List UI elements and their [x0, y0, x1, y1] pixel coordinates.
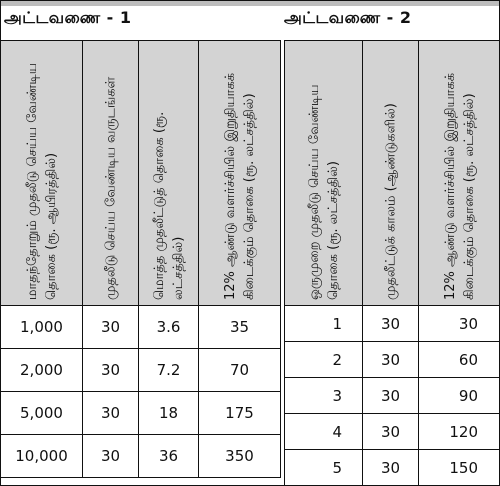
table2-header-text: 12% ஆண்டு வளர்ச்சியில் இறுதியாகக் கிடைக்கும் தொகை (ரூ. லட்சத்தில்): [442, 72, 477, 300]
table2-header-row: [285, 41, 500, 306]
table-cell: 7.2: [139, 349, 199, 392]
table-cell: 70: [199, 349, 281, 392]
table1-header-cell: [1, 41, 83, 306]
table-row: [285, 450, 500, 486]
table2-header-text: முதலீட்டுக் காலம் (ஆண்டுகளில்): [383, 103, 398, 300]
table1-title: அட்டவணை - 1: [4, 8, 132, 27]
table-cell: 60: [419, 342, 500, 378]
table1-header-row: [1, 41, 281, 306]
table-cell: 30: [363, 414, 419, 450]
table1-header-text: மொத்த முதலீட்டுத் தொகை (ரூ. லட்சத்தில்): [151, 111, 186, 300]
table-cell: 350: [199, 435, 281, 478]
table-cell: 150: [419, 450, 500, 486]
table2-header-cell: [363, 41, 419, 306]
table1-header-cell: [83, 41, 139, 306]
table1-header-cell: [139, 41, 199, 306]
table2-header-cell: [419, 41, 500, 306]
table-cell: 1,000: [1, 306, 83, 349]
table1-header-text: 12% ஆண்டு வளர்ச்சியில் இறுதியாகக் கிடைக்கும் தொகை (ரூ. லட்சத்தில்): [222, 72, 257, 300]
table2-title: அட்டவணை - 2: [284, 8, 412, 27]
table1-header-text: முதலீடு செய்ய வேண்டிய வருடங்கள்: [103, 76, 118, 300]
table-cell: 4: [285, 414, 363, 450]
table-cell: 18: [139, 392, 199, 435]
table1-header-text: மாதந்தோறும் முதலீடு செய்ய வேண்டிய தொகை (ரூ. ஆயிரத்தில்): [24, 63, 59, 300]
table-row: [285, 306, 500, 342]
table-cell: 3: [285, 378, 363, 414]
table-cell: 30: [83, 392, 139, 435]
table-cell: 2,000: [1, 349, 83, 392]
table-2: [284, 40, 500, 486]
table-cell: 1: [285, 306, 363, 342]
table-row: [1, 349, 281, 392]
table-row: [1, 392, 281, 435]
table-cell: 30: [419, 306, 500, 342]
table-cell: 36: [139, 435, 199, 478]
table-cell: 30: [363, 342, 419, 378]
table-cell: 3.6: [139, 306, 199, 349]
table-cell: 90: [419, 378, 500, 414]
table-row: [285, 342, 500, 378]
table2-header-cell: [285, 41, 363, 306]
table-cell: 30: [363, 306, 419, 342]
table-cell: 30: [363, 450, 419, 486]
table-cell: 30: [363, 378, 419, 414]
table-cell: 2: [285, 342, 363, 378]
table-cell: 30: [83, 435, 139, 478]
table-row: [285, 414, 500, 450]
table-cell: 30: [83, 349, 139, 392]
table-row: [1, 306, 281, 349]
table-row: [285, 378, 500, 414]
table-cell: 10,000: [1, 435, 83, 478]
table-cell: 5: [285, 450, 363, 486]
table-cell: 30: [83, 306, 139, 349]
table2-header-text: ஒருமுறை முதலீடு செய்ய வேண்டிய தொகை (ரூ. லட்சத்தில்): [306, 84, 341, 300]
top-bar: [0, 0, 500, 6]
table-1: [0, 40, 281, 478]
table-cell: 5,000: [1, 392, 83, 435]
table-cell: 120: [419, 414, 500, 450]
table-cell: 175: [199, 392, 281, 435]
table-cell: 35: [199, 306, 281, 349]
table1-header-cell: [199, 41, 281, 306]
table-row: [1, 435, 281, 478]
